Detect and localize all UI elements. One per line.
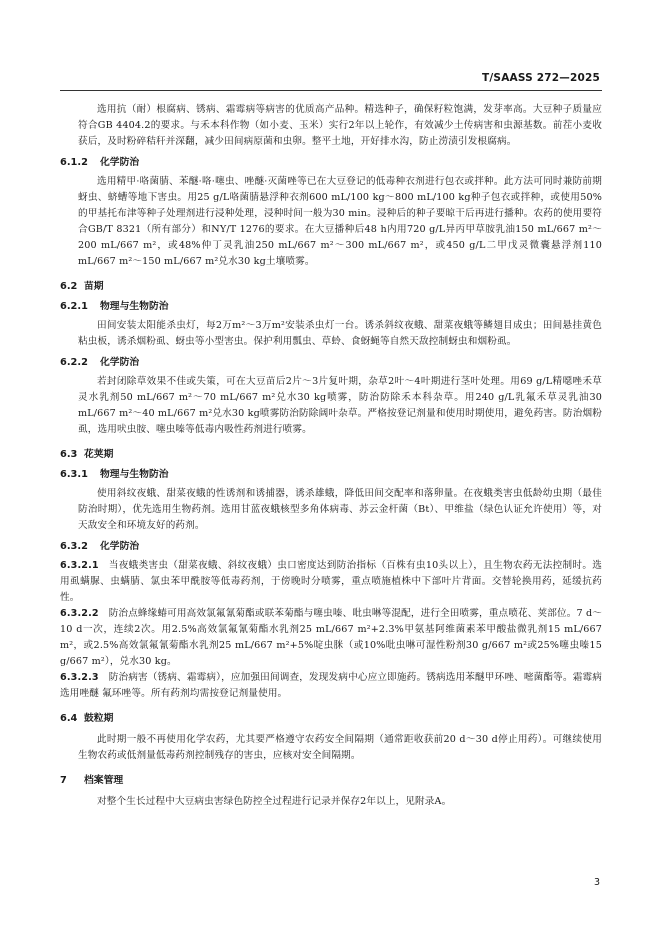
heading-number: 6.2.2 [60,357,88,368]
item-text: 防治病害（锈病、霜霉病），应加强田间调查，发现发病中心应立即施药。锈病选用苯醚甲环唑、嘧菌酯等。霜霉病选用唑醚 氟环唑等。所有药剂均需按登记剂量使用。 [60,672,602,699]
heading-title: 鼓粒期 [84,713,114,724]
item-6-3-2-2 [60,606,602,670]
page-number: 3 [593,877,600,888]
heading-number: 6.3.1 [60,469,88,480]
heading-title: 化学防治 [100,357,140,368]
heading-title: 苗期 [84,281,104,292]
document-code: T/SAASS 272—2025 [482,72,600,84]
heading-6-4 [60,712,602,726]
paragraph-record-management: 对整个生长过程中大豆病虫害绿色防控全过程进行记录并保存2年以上，见附录A。 [97,796,452,807]
item-text: 当夜蛾类害虫（甜菜夜蛾、斜纹夜蛾）虫口密度达到防治指标（百株有虫10头以上），且生物农药无法控制时。选用虱螨脲、虫螨腈、氯虫苯甲酰胺等低毒药剂，于傍晚时分喷雾，重点喷施植株中下部叶片背面。交替轮换用药，延缓抗药性。 [60,560,602,603]
heading-number: 6.3.2 [60,541,88,552]
paragraph-flowering-physical-control: 使用斜纹夜蛾、甜菜夜蛾的性诱剂和诱捕器，诱杀雄蛾，降低田间交配率和落卵量。在夜蛾类害虫低龄幼虫期（最佳防治时期），优先选用生物药剂。选用甘蓝夜蛾核型多角体病毒、苏云金杆菌（Bt）、甲维盐（绿色认证允许使用）等，对天敌安全和环境友好的药剂。 [78,488,602,531]
heading-title: 物理与生物防治 [100,469,169,480]
paragraph-variety-selection: 选用抗（耐）根腐病、锈病、霜霉病等病害的优质高产品种。精选种子，确保籽粒饱满，发芽率高。大豆种子质量应符合GB 4404.2的要求。与禾本科作物（如小麦、玉米）实行2年以上轮作，有效减少土传病害和虫源基数。前茬小麦收获后，及时粉碎秸秆并深翻，减少田间病原菌和虫卵。整平土地，开好排水沟，防止涝渍引发根腐病。 [78,104,602,147]
item-6-3-2-1 [60,558,602,606]
paragraph-seed-treatment: 选用精甲·咯菌腈、苯醚·咯·噻虫、唑醚·灭菌唑等已在大豆登记的低毒种衣剂进行包衣或拌种。此方法可同时兼防前期蚜虫、蛴螬等地下害虫。用25 g/L咯菌腈悬浮种衣剂600 mL/100 kg～800 mL/100 kg种子包衣或拌种，或使用50%的甲基托布津等种子处理剂进行浸种处理，浸种时间一般为30 min。浸种后的种子要晾干后再进行播种。农药的使用要符合GB/T 8321（所有部分）和NY/T 1276的要求。在大豆播种后48 h内用720 g/L异丙甲草胺乳油150 mL/667 m²～200 mL/667 m²，或48%仲丁灵乳油250 mL/667 m²～300 mL/667 m²，或450 g/L二甲戊灵微囊悬浮剂110 mL/667 m²～150 mL/667 m²兑水30 kg土壤喷雾。 [78,176,602,267]
heading-title: 档案管理 [84,775,124,786]
item-text: 防治点蜂缘蝽可用高效氯氟氰菊酯或联苯菊酯与噻虫嗪、吡虫啉等混配，进行全田喷雾，重点喷花、荚部位。7 d～10 d一次，连续2次。用2.5%高效氯氟氰菊酯水乳剂25 mL/667 m²+2.3%甲氨基阿维菌素苯甲酸盐微乳剂15 mL/667 m²，或2.5%高效氯氟氰菊酯水乳剂25 mL/667 m²+5%啶虫脒（或10%吡虫啉可湿性粉剂30 g/667 m²或25%噻虫嗪15 g/667 m²），兑水30 kg。 [60,608,602,667]
heading-number: 6.4 [60,713,78,724]
heading-6-3-2 [60,540,602,554]
heading-title: 化学防治 [100,541,140,552]
heading-6-3-1 [60,468,602,482]
heading-7 [60,774,602,788]
document-body [60,102,602,810]
item-number: 6.3.2.3 [60,672,99,683]
heading-title: 物理与生物防治 [100,301,169,312]
paragraph-seedling-physical-control: 田间安装太阳能杀虫灯，每2万m²～3万m²安装杀虫灯一台。诱杀斜纹夜蛾、甜菜夜蛾等鳞翅目成虫；田间悬挂黄色粘虫板，诱杀烟粉虱、蚜虫等小型害虫。保护利用瓢虫、草蛉、食蚜蝇等自然天敌控制蚜虫和烟粉虱。 [78,320,602,347]
heading-title: 花荚期 [84,449,114,460]
heading-6-2 [60,280,602,294]
heading-6-2-1 [60,300,602,314]
heading-title: 化学防治 [100,157,140,168]
paragraph-seedling-chemical-control: 若封闭除草效果不佳或失策，可在大豆苗后2片～3片复叶期，杂草2叶～4叶期进行茎叶处理。用69 g/L精噁唑禾草灵水乳剂50 mL/667 m²～70 mL/667 m²兑水30 kg喷雾，防治防除禾本科杂草。用240 g/L乳氟禾草灵乳油30 mL/667 m²～40 mL/667 m²兑水30 kg喷雾防治防除阔叶杂草。严格按登记剂量和使用时期使用，避免药害。防治烟粉虱，选用吠虫胺、噻虫嗪等低毒内吸性药剂进行喷雾。 [78,376,602,435]
item-6-3-2-3 [60,670,602,702]
heading-6-1-2 [60,156,602,170]
header-rule [60,90,602,91]
item-number: 6.3.2.2 [60,608,99,619]
heading-number: 6.2.1 [60,301,88,312]
heading-number: 6.1.2 [60,157,88,168]
heading-6-3 [60,448,602,462]
item-number: 6.3.2.1 [60,560,99,571]
heading-6-2-2 [60,356,602,370]
heading-number: 6.2 [60,281,78,292]
heading-number: 7 [60,775,67,786]
paragraph-grain-filling: 此时期一般不再使用化学农药，尤其要严格遵守农药安全间隔期（通常距收获前20 d～30 d停止用药）。可继续使用生物农药或低剂量低毒药剂控制残存的害虫，应核对安全间隔期。 [78,734,602,761]
heading-number: 6.3 [60,449,78,460]
